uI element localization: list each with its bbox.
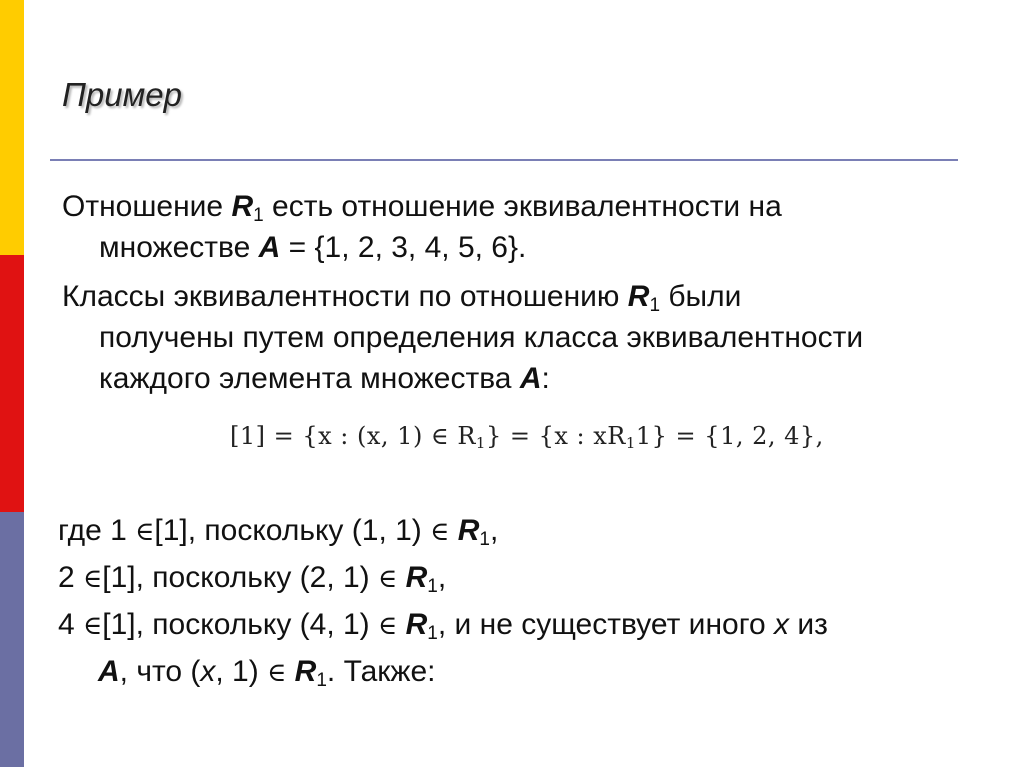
paragraph-definition: [62, 186, 992, 268]
l4-text-2: , 1): [215, 655, 268, 688]
p2-set-a: A: [519, 362, 542, 395]
l3-text-4: из: [789, 608, 828, 641]
l3-relation-sub: 1: [427, 623, 438, 644]
p1-text-1: Отношение: [62, 190, 232, 223]
accent-strip-red: [0, 255, 24, 512]
l1-relation-r: R: [457, 514, 480, 547]
p1-set-a: A: [258, 231, 281, 264]
membership-line-2: [58, 555, 1008, 602]
membership-line-4: [58, 649, 1008, 696]
formula-sub-1: 1: [475, 434, 486, 452]
p2-text-2: были: [660, 280, 742, 313]
formula-sub-2: 1: [625, 434, 636, 452]
l4-variable-x: x: [200, 655, 216, 688]
l4-set-a: A: [98, 655, 120, 688]
paragraph-classes: [62, 276, 992, 399]
accent-strip-blue: [0, 512, 24, 767]
p2-text-4: :: [541, 362, 550, 395]
l1-relation-sub: 1: [479, 529, 490, 550]
l4-text-3: . Также:: [326, 655, 436, 688]
l4-relation-sub: 1: [316, 670, 327, 691]
membership-line-3: [58, 602, 1008, 649]
membership-lines: [58, 508, 1008, 696]
element-of-icon: ∈: [135, 517, 155, 547]
title-divider: [50, 159, 958, 161]
p2-relation-r: R: [627, 280, 650, 313]
l1-text-1: где 1: [58, 514, 136, 547]
formula-part-2: } = {x : xR: [485, 422, 626, 450]
p2-line-2: получены путем определения класса эквивалентности: [99, 321, 864, 354]
l2-text-2: [1], поскольку (2, 1): [102, 561, 379, 594]
p1-relation-r: R: [231, 190, 254, 223]
l2-text-1: 2: [58, 561, 84, 594]
l2-text-3: ,: [437, 561, 447, 594]
equivalence-class-formula: [230, 422, 824, 450]
p2-text-1: Классы эквивалентности по отношению: [62, 280, 628, 313]
l3-variable-x: x: [774, 608, 789, 641]
p2-text-3: каждого элемента множества: [99, 362, 520, 395]
p1-relation-sub: 1: [253, 205, 264, 226]
p1-text-3: множестве: [99, 231, 259, 264]
p2-relation-sub: 1: [649, 295, 661, 316]
l4-relation-r: R: [294, 655, 317, 688]
membership-line-1: [58, 508, 1008, 555]
element-of-icon: ∈: [430, 517, 450, 547]
l3-text-3: , и не существует иного: [437, 608, 774, 641]
element-of-icon: ∈: [83, 611, 103, 641]
l3-relation-r: R: [405, 608, 428, 641]
formula-part-1: [1] = {x : (x, 1) ∈ R: [230, 422, 476, 450]
p1-line-2: [62, 227, 992, 268]
l1-text-2: [1], поскольку (1, 1): [154, 514, 431, 547]
l2-relation-sub: 1: [427, 576, 438, 597]
formula-part-3: 1} = {1, 2, 4},: [635, 422, 824, 450]
element-of-icon: ∈: [378, 564, 398, 594]
element-of-icon: ∈: [378, 611, 398, 641]
element-of-icon: ∈: [267, 658, 287, 688]
p1-text-2: есть отношение эквивалентности на: [263, 190, 782, 223]
p2-line-3: [62, 358, 992, 399]
l3-text-2: [1], поскольку (4, 1): [102, 608, 379, 641]
l4-text-1: , что (: [119, 655, 201, 688]
p1-text-4: = {1, 2, 3, 4, 5, 6}.: [280, 231, 527, 264]
l3-text-1: 4: [58, 608, 84, 641]
l2-relation-r: R: [405, 561, 428, 594]
accent-strip-yellow: [0, 0, 24, 255]
l1-text-3: ,: [489, 514, 499, 547]
element-of-icon: ∈: [83, 564, 103, 594]
slide-title: Пример: [62, 76, 182, 113]
